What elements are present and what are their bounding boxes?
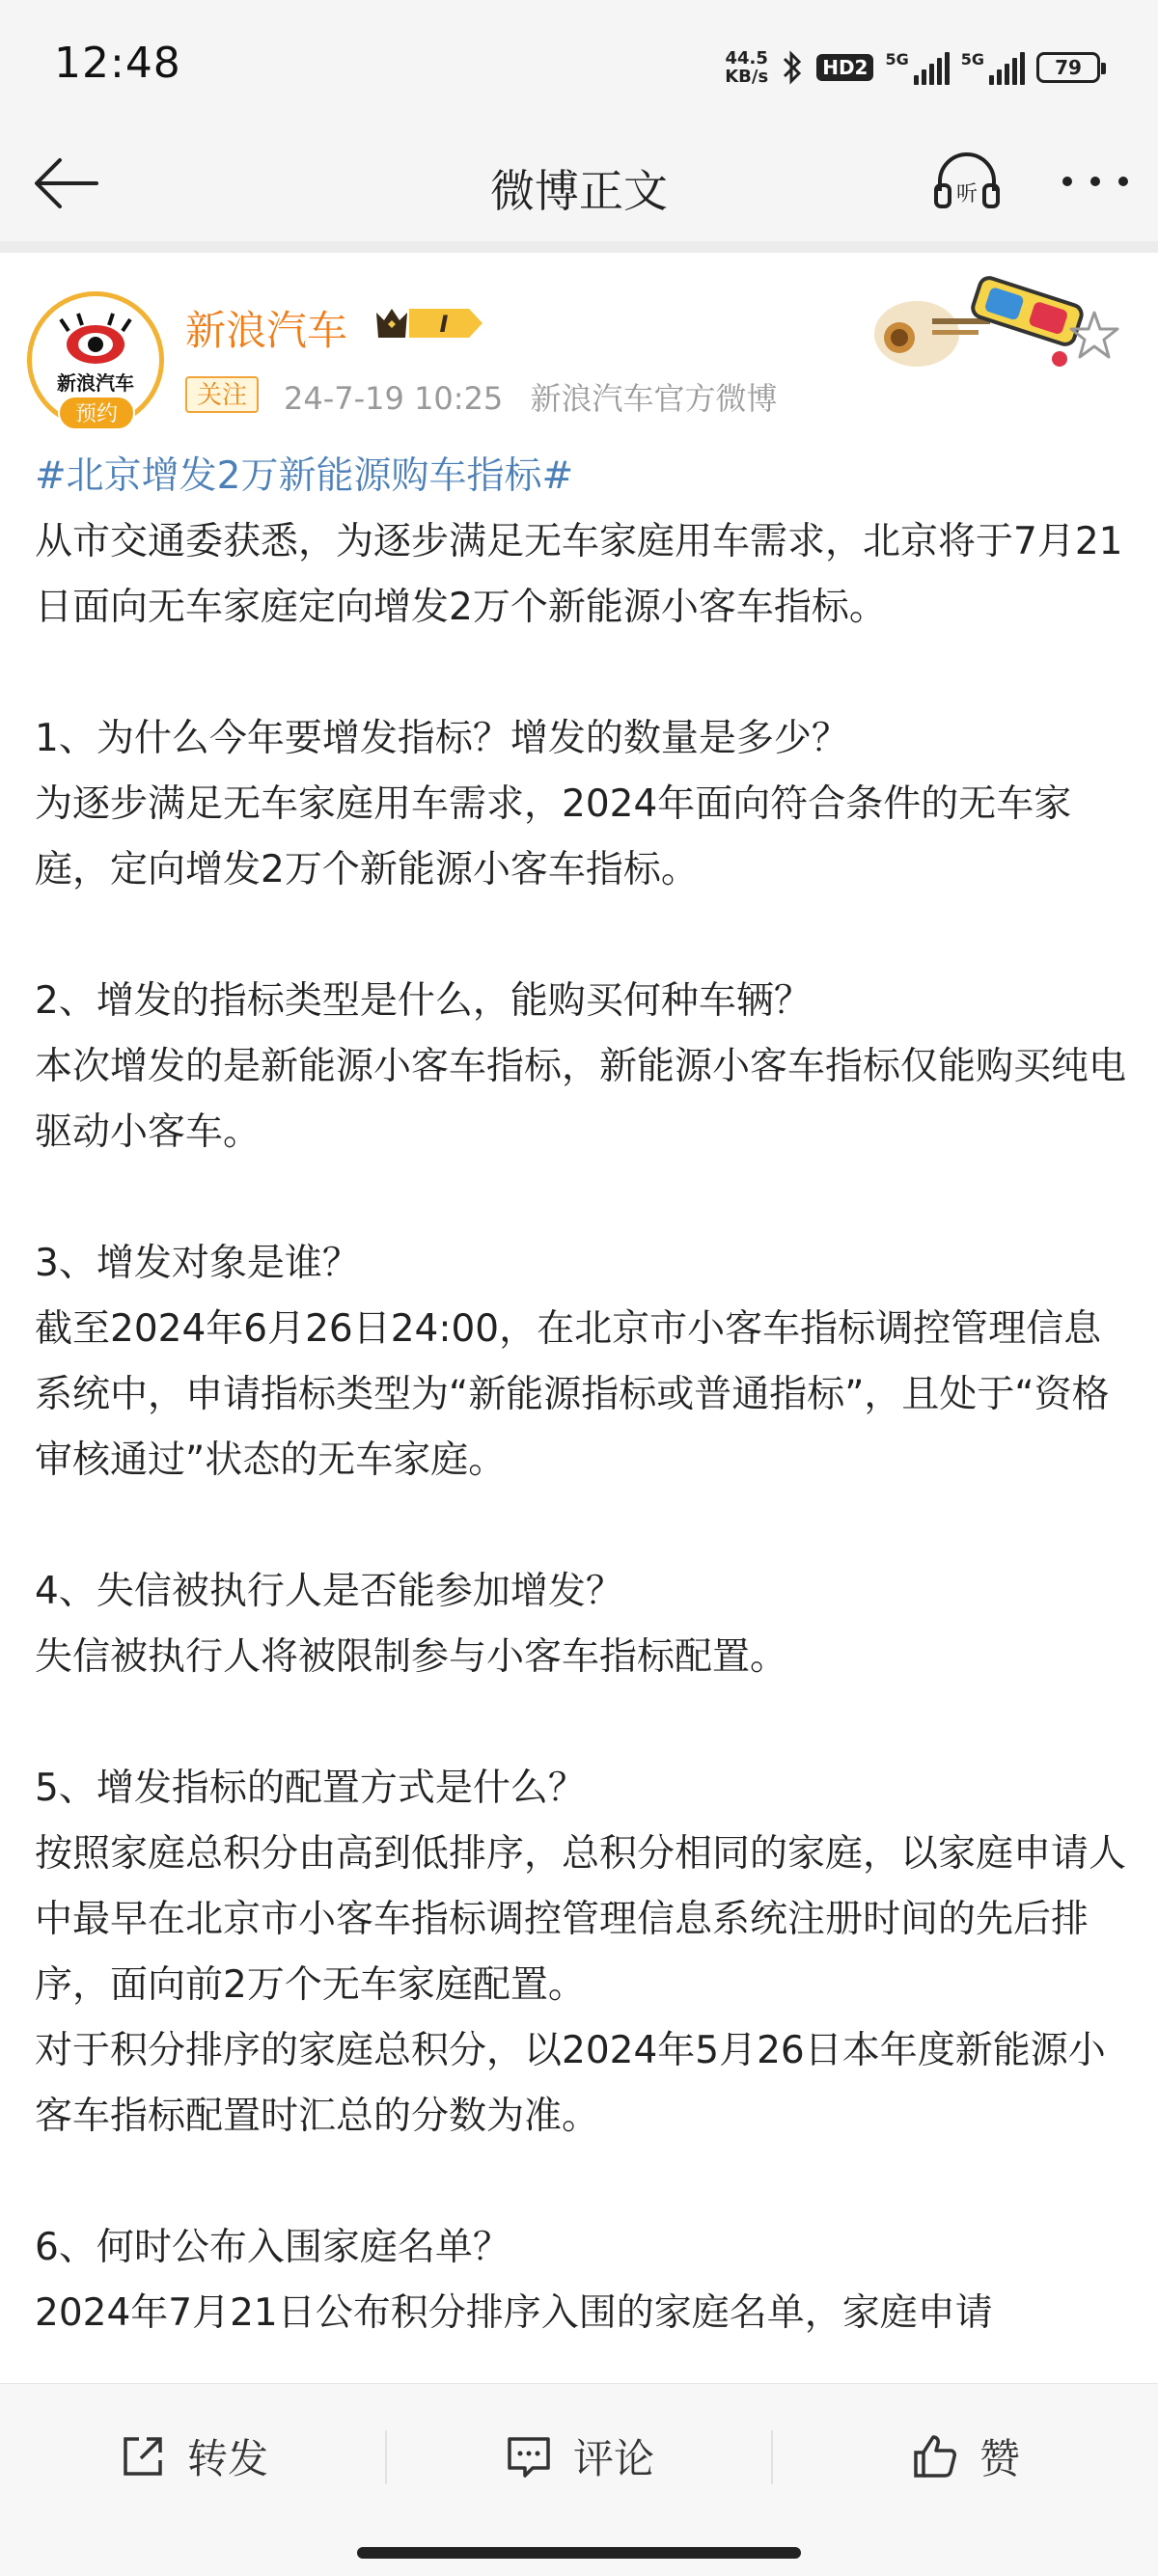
signal-1-label: 5G <box>885 50 909 69</box>
decorative-3d-glasses-sticker <box>859 270 1090 376</box>
thumbs-up-icon <box>910 2431 960 2481</box>
more-button[interactable] <box>1052 143 1139 220</box>
comment-button[interactable] <box>386 2384 772 2529</box>
paragraph: 5、增发指标的配置方式是什么？ <box>35 1767 586 1810</box>
paragraph: 截至2024年6月26日24:00，在北京市小客车指标调控管理信息系统中，申请指标类型为“新能源指标或普通指标”，且处于“资格审核通过”状态的无车家庭。 <box>35 1307 1110 1482</box>
hashtag-link[interactable]: #北京增发2万新能源购车指标# <box>35 454 574 498</box>
reserve-badge[interactable]: 预约 <box>58 396 135 430</box>
paragraph: 2024年7月21日公布积分排序入围的家庭名单，家庭申请 <box>35 2291 993 2335</box>
comment-icon <box>504 2431 554 2481</box>
paragraph <box>35 1494 1127 1559</box>
author-name[interactable]: 新浪汽车 <box>185 307 348 354</box>
star-icon <box>1065 307 1123 365</box>
paragraph <box>35 1165 1127 1231</box>
header-divider <box>0 241 1158 253</box>
status-time: 12:48 <box>54 39 181 88</box>
signal-strength-1-icon <box>885 50 949 85</box>
post-header <box>0 253 1158 436</box>
hd-voice-badge: HD2 <box>816 54 873 81</box>
more-dots-icon <box>1052 143 1139 220</box>
like-button[interactable] <box>772 2384 1158 2529</box>
network-speed-value: 44.5 <box>725 48 768 69</box>
status-indicators <box>725 44 1100 91</box>
signal-strength-2-icon <box>961 50 1025 85</box>
avatar-caption: 新浪汽车 <box>57 371 134 395</box>
post-time: 24-7-19 10:25 <box>284 380 504 417</box>
navigation-bar <box>0 135 1158 241</box>
like-label: 赞 <box>979 2435 1020 2482</box>
listen-headphone-icon <box>928 143 1006 220</box>
post-content <box>35 444 1127 2346</box>
post-meta <box>284 374 777 419</box>
network-speed-unit: KB/s <box>725 67 769 87</box>
repost-label: 转发 <box>186 2435 268 2482</box>
paragraph: 1、为什么今年要增发指标？增发的数量是多少？ <box>35 717 849 760</box>
status-bar <box>0 0 1158 135</box>
paragraph: 失信被执行人将被限制参与小客车指标配置。 <box>35 1635 788 1679</box>
top-area <box>0 0 1158 241</box>
paragraph: 2、增发的指标类型是什么，能购买何种车辆？ <box>35 979 812 1023</box>
comment-label: 评论 <box>572 2435 654 2482</box>
repost-icon <box>118 2431 168 2481</box>
svg-text:I: I <box>439 311 449 338</box>
paragraph: 3、增发对象是谁？ <box>35 1242 360 1285</box>
crown-icon <box>372 301 486 345</box>
post-source[interactable]: 新浪汽车官方微博 <box>530 380 778 417</box>
network-speed <box>725 49 768 86</box>
paragraph <box>35 903 1127 969</box>
follow-button[interactable]: 关注 <box>185 376 259 413</box>
paragraph: 按照家庭总积分由高到低排序，总积分相同的家庭，以家庭申请人中最早在北京市小客车指标调控管理信息系统注册时间的先后排序，面向前2万个无车家庭配置。 <box>35 1832 1127 2007</box>
paragraph <box>35 641 1127 706</box>
home-indicator[interactable] <box>357 2547 801 2559</box>
battery-icon <box>1036 52 1100 83</box>
svg-text:听: 听 <box>955 182 979 206</box>
listen-button[interactable] <box>928 143 1006 220</box>
page-title: 微博正文 <box>490 165 668 217</box>
signal-2-label: 5G <box>960 50 984 69</box>
paragraph: 6、何时公布入围家庭名单？ <box>35 2226 510 2269</box>
paragraph: 为逐步满足无车家庭用车需求，2024年面向符合条件的无车家庭，定向增发2万个新能源小客车指标。 <box>35 782 1072 891</box>
paragraph <box>35 2150 1127 2215</box>
bluetooth-icon <box>780 50 805 85</box>
repost-button[interactable] <box>0 2384 386 2529</box>
favorite-button[interactable] <box>1065 307 1123 365</box>
paragraph: 4、失信被执行人是否能参加增发？ <box>35 1570 623 1613</box>
paragraph: 对于积分排序的家庭总积分，以2024年5月26日本年度新能源小客车指标配置时汇总的分数为准。 <box>35 2029 1106 2138</box>
vip-level-badge[interactable] <box>372 301 486 345</box>
paragraph: 从市交通委获悉，为逐步满足无车家庭用车需求，北京将于7月21日面向无车家庭定向增发2万个新能源小客车指标。 <box>35 520 1123 629</box>
paragraph: 本次增发的是新能源小客车指标，新能源小客车指标仅能购买纯电驱动小客车。 <box>35 1045 1127 1154</box>
battery-level: 79 <box>1055 56 1082 79</box>
paragraph <box>35 1690 1127 1756</box>
